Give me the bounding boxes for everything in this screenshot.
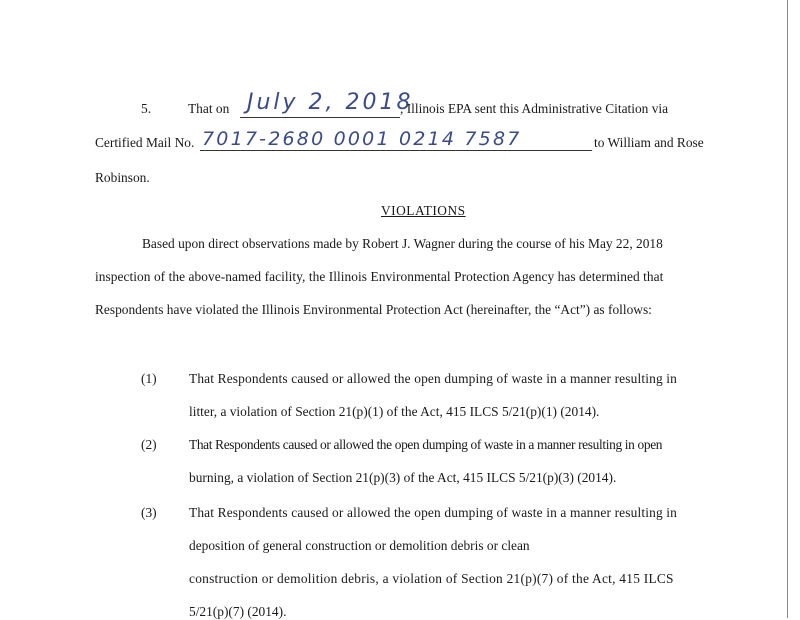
violation-1-line-2: litter, a violation of Section 21(p)(1) of the Act, 415 ILCS 5/21(p)(1) (2014).: [189, 404, 600, 419]
recipient-surname: Robinson.: [95, 170, 150, 185]
intro-line-1: Based upon direct observations made by Robert J. Wagner during the course of his May 22, 2018: [142, 236, 663, 251]
handwritten-mail-number: 7017-2680 0001 0214 7587: [202, 128, 522, 150]
page-edge-line: [787, 0, 788, 618]
violation-3-line-1: That Respondents caused or allowed the open dumping of waste in a manner resulting in: [189, 505, 677, 520]
date-underline: [240, 117, 400, 118]
violation-1-line-1: That Respondents caused or allowed the open dumping of waste in a manner resulting in: [189, 371, 677, 386]
certified-mail-label: Certified Mail No.: [95, 135, 195, 150]
violation-2-line-2: burning, a violation of Section 21(p)(3) of the Act, 415 ILCS 5/21(p)(3) (2014).: [189, 470, 617, 485]
intro-line-3: Respondents have violated the Illinois Environmental Protection Act (hereinafter, the “Act”) as follows:: [95, 302, 652, 317]
handwritten-date: July 2, 2018: [247, 90, 414, 115]
violation-3-line-4: 5/21(p)(7) (2014).: [189, 604, 287, 619]
mail-number-underline: [200, 150, 592, 151]
violation-3-line-3: construction or demolition debris, a violation of Section 21(p)(7) of the Act, 415 ILCS: [189, 571, 674, 586]
that-on-text: That on: [188, 101, 230, 116]
paragraph-number: 5.: [141, 101, 152, 116]
intro-line-2: inspection of the above-named facility, the Illinois Environmental Protection Agency has determined that: [95, 269, 664, 284]
para5-line1-rest: , Illinois EPA sent this Administrative Citation via: [400, 101, 669, 116]
violations-heading: VIOLATIONS: [381, 203, 466, 218]
violation-3-line-2: deposition of general construction or demolition debris or clean: [189, 538, 530, 553]
to-recipients-text: to William and Rose: [594, 135, 704, 150]
violation-2-line-1: That Respondents caused or allowed the open dumping of waste in a manner resulting in open: [189, 437, 663, 452]
violation-3-number: (3): [141, 505, 157, 520]
violation-2-number: (2): [141, 437, 157, 452]
violation-1-number: (1): [141, 371, 157, 386]
